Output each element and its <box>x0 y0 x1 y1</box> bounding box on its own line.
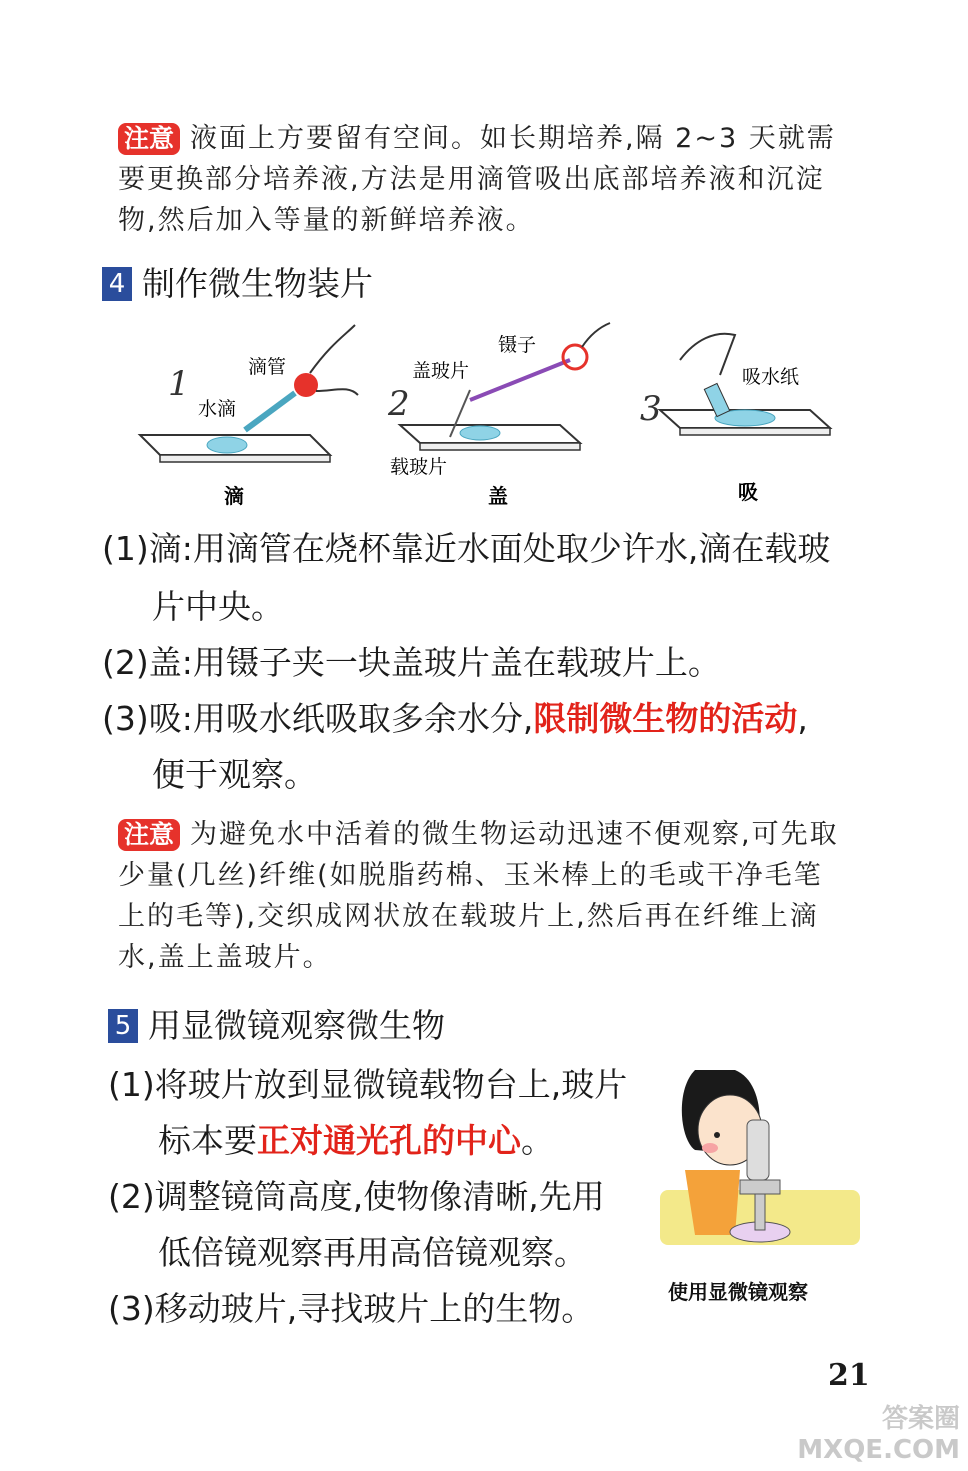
step-drop <box>102 518 830 580</box>
water-drop-icon <box>460 426 500 440</box>
step-cover <box>102 632 721 694</box>
step-text: 标本要 <box>158 1121 257 1160</box>
step-text: (1)将玻片放到显微镜载物台上,玻片 <box>108 1065 628 1104</box>
note-badge: 注意 <box>118 819 180 851</box>
label-tweezers: 镊子 <box>498 334 537 356</box>
section-4-heading <box>102 264 373 304</box>
hand-icon <box>680 334 735 375</box>
section-5-heading <box>108 1006 445 1046</box>
step-place-slide <box>108 1054 627 1116</box>
step-text: 。 <box>521 1121 554 1160</box>
note-badge: 注意 <box>118 123 180 155</box>
note-text: 液面上方要留有空间。如长期培养,隔 2~3 天就需要更换部分培养液,方法是用滴管吸出底部培养液和沉淀物,然后加入等量的新鲜培养液。 <box>118 123 836 236</box>
note-1 <box>118 118 848 241</box>
microscope-icon <box>747 1120 769 1180</box>
slide-preparation-figures <box>120 315 840 515</box>
dropper-bulb-icon <box>294 373 318 397</box>
figure-caption: 滴 <box>224 484 244 508</box>
boy-microscope-illustration <box>655 1060 865 1270</box>
step-absorb-cont <box>152 744 317 806</box>
step-text: (3)移动玻片,寻找玻片上的生物。 <box>108 1289 595 1328</box>
figure-cover <box>387 323 610 508</box>
figure-digit: 2 <box>388 384 410 424</box>
label-cover-slip: 盖玻片 <box>412 360 470 382</box>
figure-caption: 盖 <box>488 484 508 508</box>
hand-icon <box>582 323 610 347</box>
step-absorb <box>102 688 808 750</box>
label-dropper: 滴管 <box>248 356 287 378</box>
step-text: 低倍镜观察再用高倍镜观察。 <box>158 1233 587 1272</box>
step-text: (1)滴:用滴管在烧杯靠近水面处取少许水,滴在载玻 <box>102 529 831 568</box>
figure-absorb <box>640 334 830 504</box>
figure-drop <box>140 325 358 508</box>
label-absorbent-paper: 吸水纸 <box>742 366 800 388</box>
water-drop-icon <box>207 437 247 453</box>
tweezers-icon <box>470 360 570 400</box>
highlight-text: 正对通光孔的中心 <box>257 1121 521 1160</box>
section-title: 制作微生物装片 <box>142 264 373 303</box>
step-text: 便于观察。 <box>152 755 317 794</box>
highlight-text: 限制微生物的活动 <box>533 699 798 738</box>
dropper-icon <box>245 393 295 430</box>
step-move-slide <box>108 1278 594 1340</box>
figure-digit: 3 <box>640 389 662 429</box>
label-glass-slide: 载玻片 <box>390 456 448 478</box>
illustration-caption: 使用显微镜观察 <box>668 1280 808 1304</box>
step-place-slide-cont <box>158 1110 554 1172</box>
step-text: , <box>797 699 808 738</box>
section-number-badge: 4 <box>102 267 132 301</box>
watermark: 答案圈 MXQE.COM <box>797 1404 960 1465</box>
figure-caption: 吸 <box>738 480 758 504</box>
step-text: (2)盖:用镊子夹一块盖玻片盖在载玻片上。 <box>102 643 721 682</box>
step-text: (2)调整镜筒高度,使物像清晰,先用 <box>108 1177 605 1216</box>
note-2 <box>118 814 848 978</box>
step-focus <box>108 1166 605 1228</box>
label-water-drop: 水滴 <box>198 398 237 420</box>
step-text: (3)吸:用吸水纸吸取多余水分, <box>102 699 534 738</box>
step-drop-cont <box>152 576 284 638</box>
section-title: 用显微镜观察微生物 <box>148 1006 445 1045</box>
note-text: 为避免水中活着的微生物运动迅速不便观察,可先取少量(几丝)纤维(如脱脂药棉、玉米棒上的毛或干净毛笔上的毛等),交织成网状放在载玻片上,然后再在纤维上滴水,盖上盖玻片。 <box>118 819 839 973</box>
page-number: 21 <box>828 1358 870 1393</box>
section-number-badge: 5 <box>108 1009 138 1043</box>
step-text: 片中央。 <box>152 587 284 626</box>
step-focus-cont <box>158 1222 587 1284</box>
figure-digit: 1 <box>168 364 190 404</box>
hand-icon <box>310 325 355 373</box>
